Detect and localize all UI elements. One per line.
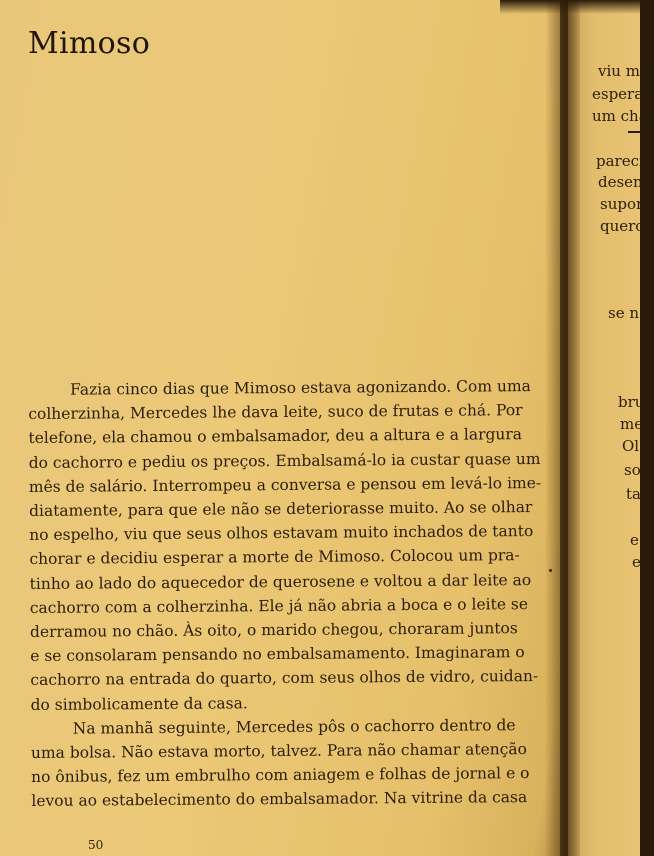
page-edge-shadow: [500, 0, 640, 14]
right-page-fragment: viu mui: [598, 62, 654, 80]
right-page-fragment: se n: [608, 304, 640, 322]
text-line: telefone, ela chamou o embalsamador, deu a altura e a largura: [28, 425, 523, 448]
right-page-fragment: e: [632, 553, 641, 571]
right-page-fragment: quero: [600, 217, 645, 235]
body-text: [28, 374, 542, 813]
text-line: colherzinha, Mercedes lhe dava leite, suco de frutas e chá. Por: [28, 401, 523, 424]
text-line: e se consolaram pensando no embalsamamento. Imaginaram o: [30, 643, 525, 666]
text-line: chorar e decidiu esperar a morte de Mimoso. Colocou um pra-: [29, 546, 520, 569]
paper-speck: [549, 569, 552, 572]
right-page-fragment: esperar: [592, 85, 651, 103]
text-line: no espelho, viu que seus olhos estavam muito inchados de tanto: [29, 522, 534, 545]
page-number: 50: [88, 838, 104, 852]
dash-mark: [628, 131, 642, 133]
text-line: uma bolsa. Não estava morto, talvez. Para não chamar atenção: [30, 740, 528, 763]
right-page-fragment: bru: [618, 393, 645, 411]
text-line: do simbolicamente da casa.: [30, 693, 248, 714]
right-page-fragment: Ol: [622, 437, 640, 455]
text-line: tinho ao lado do aquecedor de querosene e voltou a dar leite ao: [29, 570, 532, 593]
right-page-fragment: e: [630, 531, 639, 549]
right-page-fragment: so: [624, 461, 641, 479]
text-line: no ônibus, fez um embrulho com aniagem e folhas de jornal e o: [31, 764, 530, 787]
text-line: derramou no chão. Às oito, o marido chegou, choraram juntos: [29, 619, 518, 642]
text-line: diatamente, para que ele não se deteriorasse muito. Ao se olhar: [28, 498, 533, 521]
book-gutter: [545, 0, 580, 856]
right-page-fragment: me: [620, 415, 644, 433]
text-line: do cachorro e pediu os preços. Embalsamá-lo ia custar quase um: [28, 449, 541, 472]
text-line: cachorro na entrada do quarto, com seus olhos de vidro, cuidan-: [30, 667, 539, 690]
chapter-title: Mimoso: [28, 26, 151, 61]
text-line: cachorro com a colherzinha. Ele já não abria a boca e o leite se: [29, 594, 529, 617]
text-line: Na manhã seguinte, Mercedes pôs o cachorro dentro de: [72, 716, 516, 738]
text-line: levou ao estabelecimento do embalsamador. Na vitrine da casa: [31, 788, 528, 811]
right-page-fragment: um cha: [592, 107, 648, 125]
right-page-fragment: desen: [598, 173, 643, 191]
right-page-fragment: supor: [600, 195, 644, 213]
text-line: Fazia cinco dias que Mimoso estava agonizando. Com uma: [70, 377, 531, 399]
right-page-fragment: ta: [626, 485, 641, 503]
right-page-fragment: pareci: [596, 152, 644, 170]
text-line: mês de salário. Interrompeu a conversa e pensou em levá-lo ime-: [28, 473, 542, 496]
